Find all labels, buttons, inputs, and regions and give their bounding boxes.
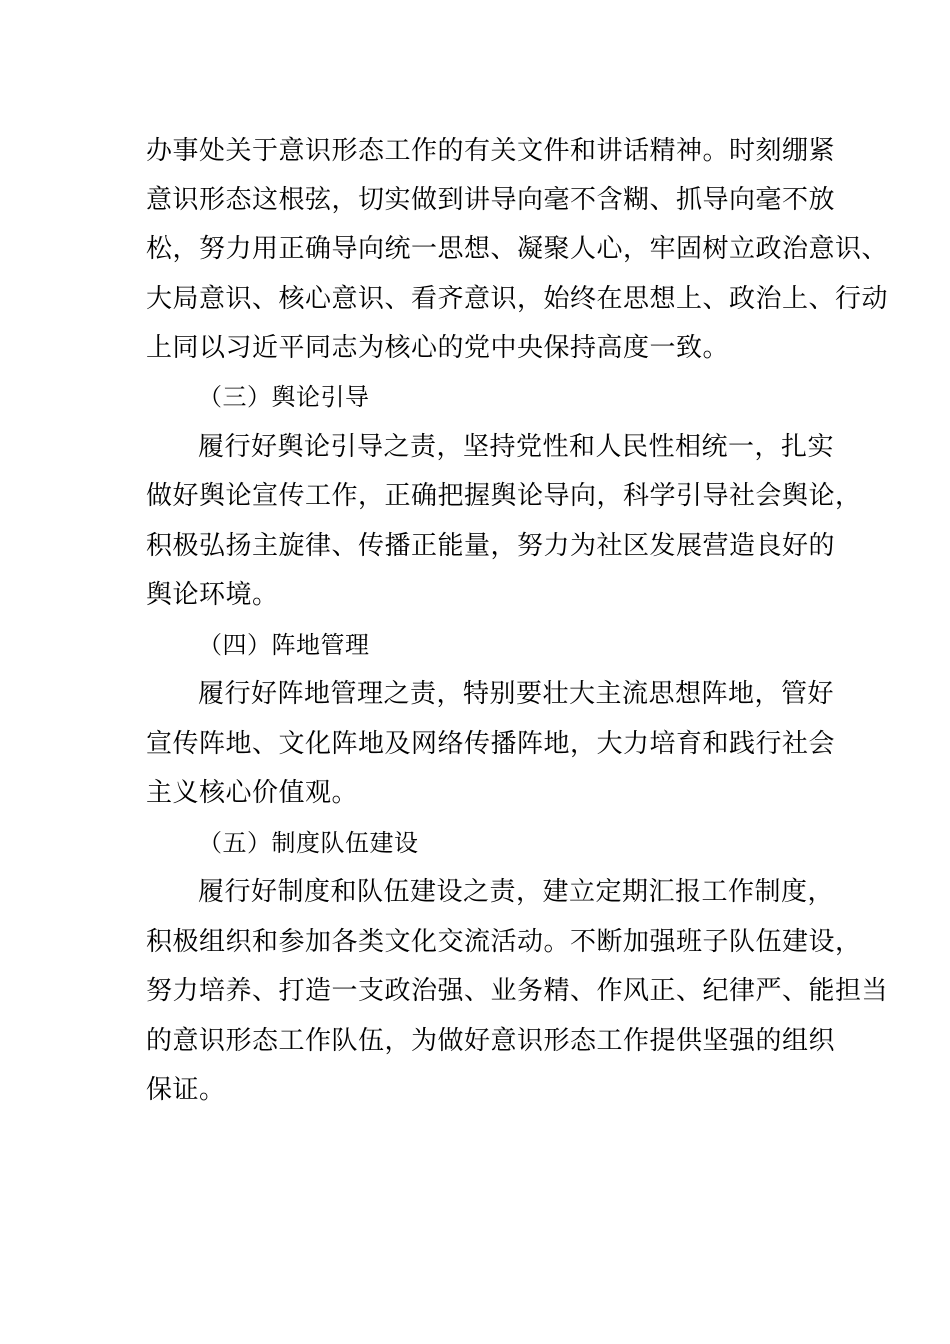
paragraph-line: 上同以习近平同志为核心的党中央保持高度一致。 — [146, 333, 730, 363]
section-heading: （三）舆论引导 — [198, 383, 370, 411]
paragraph-line: 保证。 — [146, 1075, 226, 1105]
section-heading: （四）阵地管理 — [198, 631, 370, 659]
paragraph-line: 履行好舆论引导之责，坚持党性和人民性相统一，扎实 — [198, 432, 835, 462]
paragraph-line: 努力培养、打造一支政治强、业务精、作风正、纪律严、能担当 — [146, 976, 889, 1006]
paragraph-line: 意识形态这根弦，切实做到讲导向毫不含糊、抓导向毫不放 — [146, 185, 836, 215]
paragraph-line: 履行好阵地管理之责，特别要壮大主流思想阵地，管好 — [198, 679, 835, 709]
paragraph-line: 的意识形态工作队伍，为做好意识形态工作提供坚强的组织 — [146, 1026, 836, 1056]
paragraph-line: 履行好制度和队伍建设之责，建立定期汇报工作制度， — [198, 877, 835, 907]
paragraph-line: 积极弘扬主旋律、传播正能量，努力为社区发展营造良好的 — [146, 531, 836, 561]
section-heading: （五）制度队伍建设 — [198, 829, 419, 857]
paragraph-line: 松，努力用正确导向统一思想、凝聚人心，牢固树立政治意识、 — [146, 234, 889, 264]
paragraph-line: 积极组织和参加各类文化交流活动。不断加强班子队伍建设， — [146, 927, 862, 957]
paragraph-line: 主义核心价值观。 — [146, 778, 359, 808]
paragraph-line: 办事处关于意识形态工作的有关文件和讲话精神。时刻绷紧 — [146, 136, 836, 166]
paragraph-line: 大局意识、核心意识、看齐意识，始终在思想上、政治上、行动 — [146, 284, 889, 314]
paragraph-line: 宣传阵地、文化阵地及网络传播阵地，大力培育和践行社会 — [146, 729, 836, 759]
paragraph-line: 做好舆论宣传工作，正确把握舆论导向，科学引导社会舆论， — [146, 481, 862, 511]
paragraph-line: 舆论环境。 — [146, 580, 279, 610]
